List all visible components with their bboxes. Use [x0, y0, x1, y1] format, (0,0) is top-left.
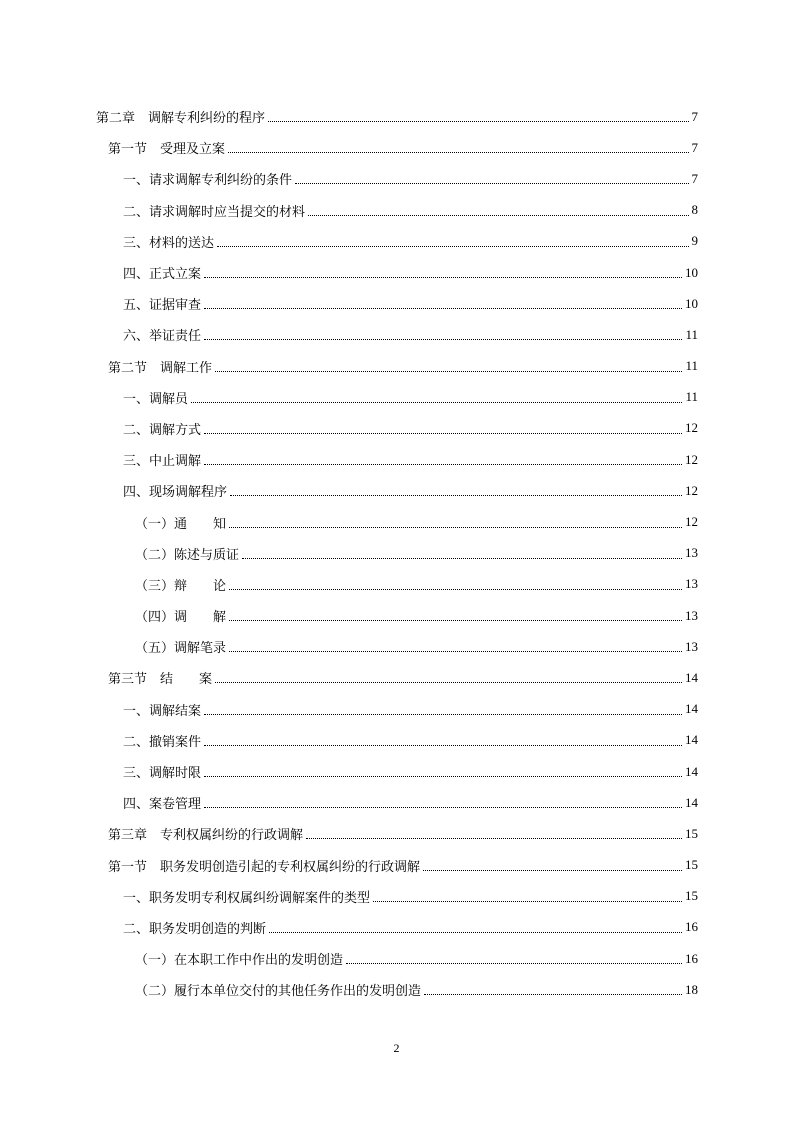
toc-entry[interactable]: [0, 351, 793, 382]
toc-entry-page: 12: [685, 514, 698, 530]
toc-dot-leader: [230, 495, 682, 496]
toc-entry-title: 一、调解员: [123, 391, 189, 407]
toc-entry-title: （三）辩 论: [135, 578, 227, 594]
toc-entry-title: 一、调解结案: [123, 703, 202, 719]
toc-dot-leader: [424, 994, 682, 995]
toc-entry[interactable]: [0, 787, 793, 818]
toc-entry-page: 14: [685, 794, 698, 810]
toc-entry-page: 13: [685, 576, 698, 592]
toc-dot-leader: [229, 589, 682, 590]
toc-entry-title: （一）通 知: [135, 516, 227, 532]
toc-entry[interactable]: [0, 600, 793, 631]
toc-entry-page: 12: [685, 451, 698, 467]
toc-entry[interactable]: [0, 382, 793, 413]
toc-entry-title: （一）在本职工作中作出的发明创造: [135, 953, 344, 969]
toc-entry-title: （四）调 解: [135, 610, 227, 626]
toc-entry[interactable]: [0, 569, 793, 600]
toc-entry-page: 10: [685, 264, 698, 280]
toc-entry[interactable]: [0, 163, 793, 194]
toc-entry-page: 16: [685, 950, 698, 966]
toc-entry-page: 18: [685, 981, 698, 997]
toc-dot-leader: [217, 246, 688, 247]
toc-dot-leader: [295, 183, 688, 184]
toc-entry-title: 三、材料的送达: [123, 235, 215, 251]
toc-dot-leader: [204, 776, 682, 777]
toc-entry-page: 16: [685, 919, 698, 935]
toc-entry-title: 第一节 职务发明创造引起的专利权属纠纷的行政调解: [108, 859, 421, 875]
toc-entry[interactable]: [0, 850, 793, 881]
toc-entry-title: 第二章 调解专利纠纷的程序: [96, 111, 266, 127]
toc-dot-leader: [215, 682, 682, 683]
toc-dot-leader: [373, 901, 682, 902]
toc-entry-title: 第三节 结 案: [108, 672, 213, 688]
toc-entry-page: 15: [685, 888, 698, 904]
toc-entry[interactable]: [0, 912, 793, 943]
toc-dot-leader: [215, 371, 682, 372]
toc-dot-leader: [308, 215, 688, 216]
toc-entry[interactable]: [0, 319, 793, 350]
toc-entry-page: 13: [685, 607, 698, 623]
toc-entry-title: 二、调解方式: [123, 422, 202, 438]
toc-entry[interactable]: [0, 444, 793, 475]
toc-entry-page: 7: [691, 170, 698, 186]
toc-entry-page: 12: [685, 482, 698, 498]
page-number: 2: [393, 1041, 400, 1055]
toc-entry-title: 三、调解时限: [123, 766, 202, 782]
toc-dot-leader: [346, 963, 682, 964]
toc-entry[interactable]: [0, 881, 793, 912]
toc-entry[interactable]: [0, 101, 793, 132]
toc-entry-title: 四、正式立案: [123, 267, 202, 283]
toc-entry[interactable]: [0, 226, 793, 257]
toc-entry-title: 六、举证责任: [123, 329, 202, 345]
toc-entry[interactable]: [0, 662, 793, 693]
table-of-contents: [0, 101, 793, 1005]
toc-dot-leader: [229, 527, 682, 528]
toc-entry-page: 9: [691, 233, 698, 249]
toc-entry[interactable]: [0, 132, 793, 163]
toc-entry-title: 四、案卷管理: [123, 797, 202, 813]
toc-entry-title: 二、职务发明创造的判断: [123, 921, 267, 937]
toc-entry[interactable]: [0, 257, 793, 288]
toc-entry-page: 8: [691, 202, 698, 218]
toc-entry-page: 15: [685, 825, 698, 841]
toc-entry[interactable]: [0, 694, 793, 725]
toc-entry-title: 第二节 调解工作: [108, 360, 213, 376]
toc-entry-page: 10: [685, 295, 698, 311]
toc-entry-page: 13: [685, 545, 698, 561]
toc-entry-page: 11: [685, 389, 698, 405]
toc-entry[interactable]: [0, 538, 793, 569]
toc-dot-leader: [242, 558, 682, 559]
toc-entry[interactable]: [0, 725, 793, 756]
toc-entry-title: 一、请求调解专利纠纷的条件: [123, 173, 293, 189]
toc-entry[interactable]: [0, 506, 793, 537]
toc-dot-leader: [228, 152, 688, 153]
toc-entry-title: 二、撤销案件: [123, 734, 202, 750]
toc-dot-leader: [204, 745, 682, 746]
toc-entry-page: 13: [685, 638, 698, 654]
toc-entry[interactable]: [0, 974, 793, 1005]
toc-entry-title: 三、中止调解: [123, 454, 202, 470]
toc-dot-leader: [269, 932, 682, 933]
toc-entry-page: 14: [685, 701, 698, 717]
toc-dot-leader: [229, 651, 682, 652]
toc-dot-leader: [204, 807, 682, 808]
toc-entry-title: （五）调解笔录: [135, 641, 227, 657]
toc-entry-page: 14: [685, 732, 698, 748]
toc-entry[interactable]: [0, 943, 793, 974]
toc-dot-leader: [191, 402, 682, 403]
toc-entry[interactable]: [0, 288, 793, 319]
toc-dot-leader: [423, 870, 682, 871]
toc-entry-page: 12: [685, 420, 698, 436]
toc-entry-page: 11: [685, 358, 698, 374]
toc-dot-leader: [204, 433, 682, 434]
toc-dot-leader: [204, 308, 682, 309]
toc-entry-title: 四、现场调解程序: [123, 485, 228, 501]
toc-entry[interactable]: [0, 195, 793, 226]
toc-entry-title: 第三章 专利权属纠纷的行政调解: [108, 828, 304, 844]
toc-dot-leader: [204, 339, 682, 340]
toc-entry[interactable]: [0, 413, 793, 444]
toc-entry[interactable]: [0, 475, 793, 506]
toc-entry[interactable]: [0, 756, 793, 787]
toc-entry[interactable]: [0, 818, 793, 849]
toc-entry-page: 14: [685, 669, 698, 685]
toc-entry-page: 7: [691, 108, 698, 124]
toc-entry-page: 11: [685, 326, 698, 342]
toc-entry-page: 7: [691, 139, 698, 155]
toc-entry-page: 14: [685, 763, 698, 779]
toc-entry-title: 第一节 受理及立案: [108, 142, 226, 158]
toc-entry-title: （二）陈述与质证: [135, 547, 240, 563]
toc-entry-title: 一、职务发明专利权属纠纷调解案件的类型: [123, 890, 371, 906]
toc-entry-page: 15: [685, 857, 698, 873]
toc-dot-leader: [204, 714, 682, 715]
toc-entry[interactable]: [0, 631, 793, 662]
toc-dot-leader: [204, 277, 682, 278]
toc-dot-leader: [229, 620, 682, 621]
toc-entry-title: 五、证据审查: [123, 298, 202, 314]
toc-entry-title: （二）履行本单位交付的其他任务作出的发明创造: [135, 984, 422, 1000]
toc-entry-title: 二、请求调解时应当提交的材料: [123, 204, 306, 220]
toc-dot-leader: [204, 464, 682, 465]
toc-dot-leader: [268, 121, 688, 122]
toc-dot-leader: [306, 838, 682, 839]
